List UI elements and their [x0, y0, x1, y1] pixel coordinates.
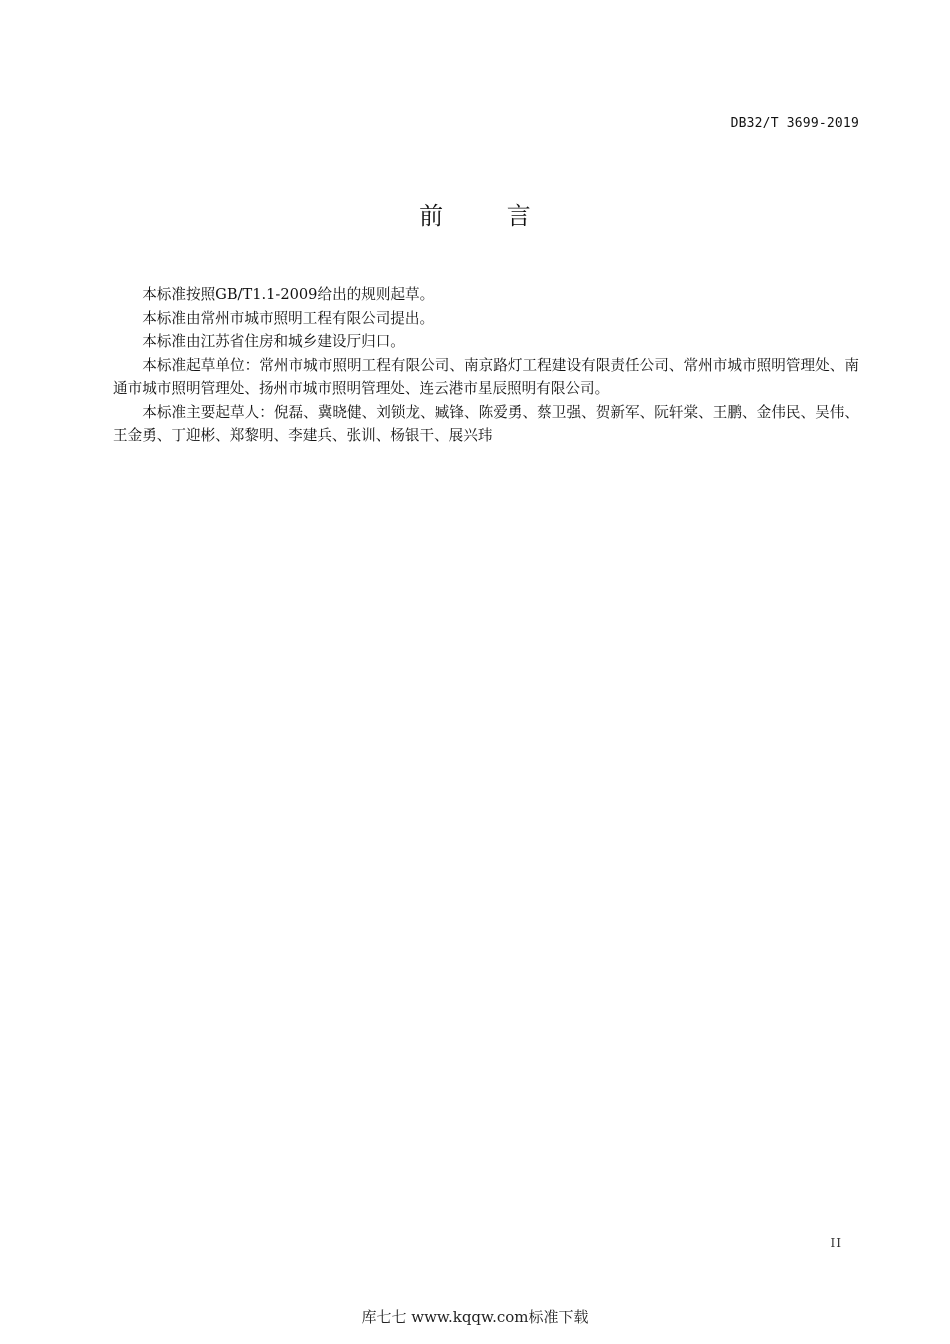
standard-number: DB32/T 3699-2019: [730, 116, 859, 131]
foreword-body: [113, 283, 859, 448]
paragraph-proposer: 本标准由常州市城市照明工程有限公司提出。: [142, 309, 435, 327]
page-number: II: [830, 1236, 842, 1250]
footer-watermark: 库七七 www.kqqw.com标准下载: [361, 1308, 589, 1326]
paragraph-drafting-units: 本标准起草单位：常州市城市照明工程有限公司、南京路灯工程建设有限责任公司、常州市城市照明管理处、南通市城市照明管理处、扬州市城市照明管理处、连云港市星辰照明有限公司。: [113, 356, 859, 397]
paragraph-drafting-rules: 本标准按照GB/T1.1-2009给出的规则起草。: [142, 286, 435, 303]
page-title: 前 言: [419, 202, 559, 230]
paragraph-main-drafters: 本标准主要起草人：倪磊、冀晓健、刘锁龙、臧锋、陈爱勇、蔡卫强、贺新军、阮轩棠、王鹏、金伟民、吴伟、王金勇、丁迎彬、郑黎明、李建兵、张训、杨银干、展兴玮: [113, 403, 859, 444]
paragraph-centralized-by: 本标准由江苏省住房和城乡建设厅归口。: [142, 333, 405, 350]
